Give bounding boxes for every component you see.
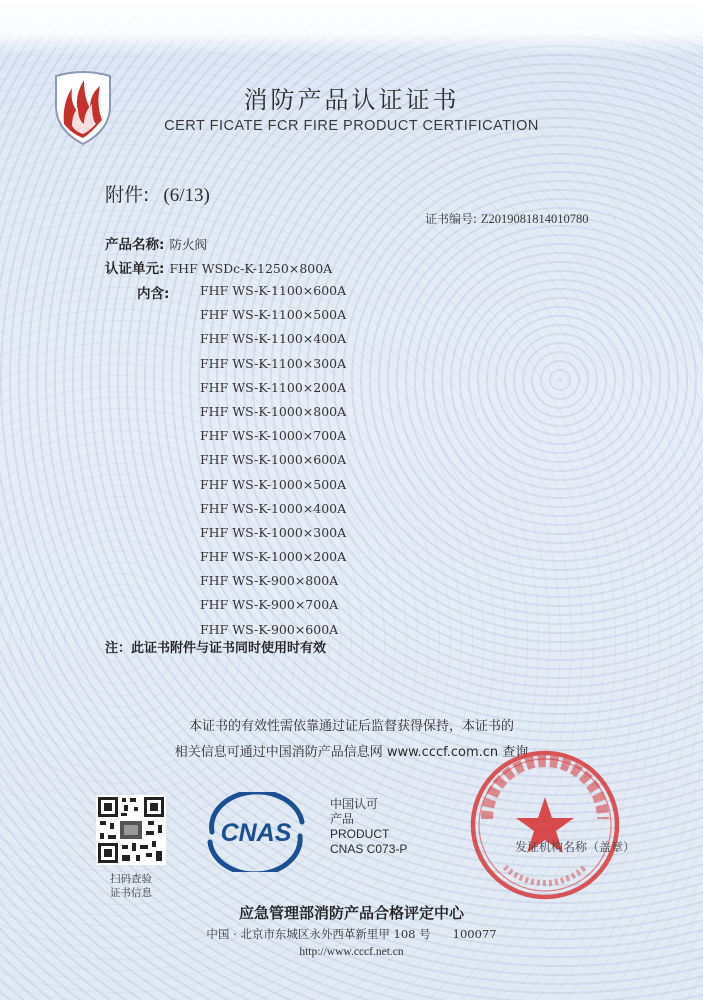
model-item: FHF WS-K-1000×400A: [200, 500, 347, 516]
contains-list: [200, 282, 346, 645]
model-item: FHF WS-K-1100×600A: [200, 283, 347, 298]
qr-caption-line-1: 扫码查验: [110, 873, 152, 885]
contains-label: 内含:: [137, 286, 170, 302]
issuer-name-stamp-label: 发证机构名称（盖章）: [515, 840, 636, 854]
address-text: 中国 · 北京市东城区永外西革新里甲 108 号: [206, 927, 431, 941]
model-item: FHF WS-K-1000×600A: [200, 452, 347, 468]
model-item: FHF WS-K-900×800A: [200, 573, 339, 589]
official-seal-stamp: [465, 745, 625, 905]
model-item: FHF WS-K-1000×500A: [200, 476, 347, 492]
cnas-line-1: 中国认可: [330, 797, 379, 811]
model-item: FHF WS-K-900×600A: [200, 621, 339, 637]
certificate-number: [425, 210, 589, 227]
certification-unit-value: FHF WSDc-K-1250×800A: [169, 261, 333, 276]
product-name-label: 产品名称:: [105, 237, 165, 253]
postcode: 100077: [452, 927, 497, 941]
qr-caption-line-2: 证书信息: [110, 887, 152, 899]
model-item: FHF WS-K-1100×500A: [200, 307, 347, 323]
product-name-value: 防火阀: [169, 237, 208, 252]
cnas-line-3: PRODUCT: [330, 827, 390, 841]
cnas-line-4: CNAS C073-P: [330, 842, 408, 856]
validity-line-2: 相关信息可通过中国消防产品信息网 www.cccf.com.cn 查询: [174, 745, 529, 760]
cnas-logo: [198, 792, 314, 872]
annex-label-row: [105, 180, 210, 207]
cnas-line-2: 产品: [330, 812, 355, 826]
validity-line-1: 本证书的有效性需依靠通过证后监督获得保持，本证书的: [188, 719, 514, 734]
model-item: FHF WS-K-1100×300A: [200, 355, 347, 371]
annex-label: 附件:: [105, 184, 150, 206]
model-item: FHF WS-K-900×700A: [200, 597, 339, 613]
qr-code-icon[interactable]: [96, 795, 166, 865]
model-item: FHF WS-K-1000×300A: [200, 524, 347, 540]
certificate-number-value: Z2019081814010780: [480, 212, 589, 226]
annex-number: (6/13): [163, 185, 210, 206]
title-chinese: 消防产品认证证书: [243, 86, 460, 114]
qr-caption: [96, 872, 166, 900]
product-name-row: [105, 233, 207, 253]
model-item: FHF WS-K-1000×200A: [200, 549, 347, 565]
issuing-center-name: 应急管理部消防产品合格评定中心: [238, 904, 464, 922]
model-item: FHF WS-K-1100×200A: [200, 379, 347, 395]
cnas-accreditation-text: [330, 797, 407, 857]
cnas-logo-text: CNAS: [220, 819, 292, 847]
title-english: CERT FICATE FCR FIRE PRODUCT CERTIFICATION: [164, 118, 539, 134]
model-item: FHF WS-K-1000×800A: [200, 403, 347, 419]
model-item: FHF WS-K-1000×700A: [200, 428, 347, 444]
certification-unit-label: 认证单元:: [105, 261, 165, 277]
validity-note: 注：此证书附件与证书同时使用时有效: [105, 641, 327, 656]
issuer-address: [0, 926, 703, 942]
certificate-number-label: 证书编号:: [425, 212, 478, 226]
model-item: FHF WS-K-1100×400A: [200, 331, 347, 347]
certification-unit-row: [105, 257, 332, 277]
issuer-website: http://www.cccf.net.cn: [299, 946, 404, 958]
